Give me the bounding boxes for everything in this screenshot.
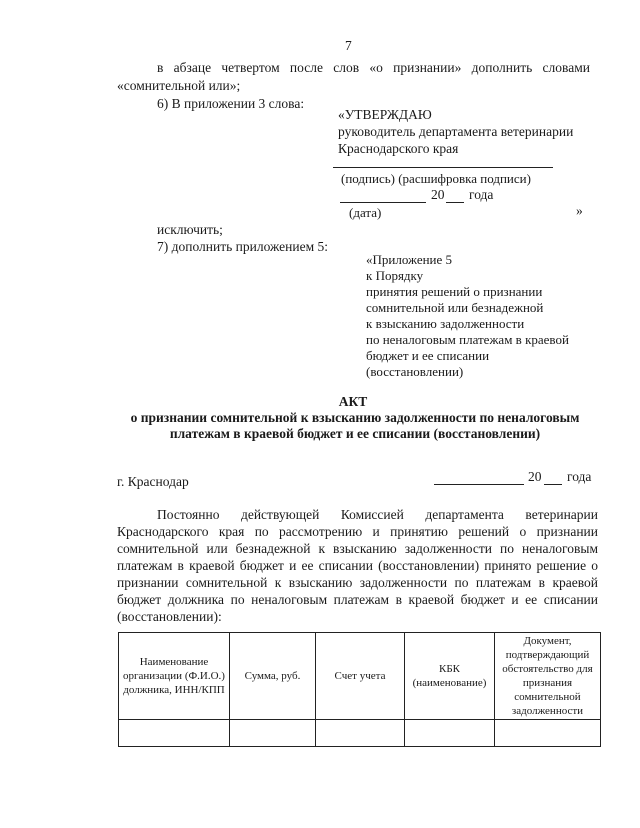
appendix-line: к взысканию задолженности [366, 316, 525, 331]
header-document: Документ, подтверждающий обстоятельство для признания сомнительной задолженности [495, 633, 601, 720]
header-amount: Сумма, руб. [230, 633, 316, 720]
body-line: признании сомнительной к взысканию задолженности по платежам в краевой [117, 575, 598, 590]
body-line: Краснодарского края по рассмотрению и принятию решений о признании [117, 524, 598, 539]
appendix-line: принятия решений о признании [366, 284, 543, 299]
appendix-line: (восстановлении) [366, 364, 464, 379]
appendix-line: к Порядку [366, 268, 424, 283]
body-line: платежам в краевой бюджет и ее списании (восстановлении) принято решение о [117, 558, 598, 573]
debt-table [118, 632, 601, 747]
place-text: г. Краснодар [117, 474, 189, 489]
amend-line-1: в абзаце четвертом после слов «о признании» дополнить словами [157, 60, 590, 75]
closing-quote: » [576, 203, 583, 218]
approval-position-2: Краснодарского края [338, 141, 459, 156]
approval-year-suffix: года [469, 187, 494, 202]
approval-year-prefix: 20 [431, 187, 445, 202]
date-year-line [446, 202, 464, 203]
act-year-prefix: 20 [528, 469, 542, 484]
table-cell [495, 720, 601, 747]
table-cell [405, 720, 495, 747]
page-number: 7 [345, 38, 352, 53]
act-date-line [434, 484, 524, 485]
table-header-row [119, 633, 601, 720]
body-line: сомнительной или безнадежной к взысканию задолженности по неналоговым [117, 541, 598, 556]
body-line: Постоянно действующей Комиссией департамента ветеринарии [157, 507, 598, 522]
item-6: 6) В приложении 3 слова: [157, 96, 305, 111]
header-account: Счет учета [316, 633, 405, 720]
appendix-line: «Приложение 5 [366, 252, 453, 267]
amend-line-2: «сомнительной или»; [117, 78, 241, 93]
body-line: бюджет должника по неналоговым платежам в краевой бюджет и ее списании [117, 592, 598, 607]
table-row [119, 720, 601, 747]
appendix-line: сомнительной или безнадежной [366, 300, 544, 315]
table-cell [230, 720, 316, 747]
body-last-line: (восстановлении): [117, 609, 222, 624]
appendix-line: по неналоговым платежам в краевой [366, 332, 569, 347]
approval-position-1: руководитель департамента ветеринарии [338, 124, 574, 139]
header-debtor: Наименование организации (Ф.И.О.) должника, ИНН/КПП [119, 633, 230, 720]
signature-caption: (подпись) (расшифровка подписи) [341, 171, 531, 186]
date-caption: (дата) [349, 205, 382, 220]
table-cell [316, 720, 405, 747]
act-year-suffix: года [567, 469, 592, 484]
act-subtitle-1: о признании сомнительной к взысканию задолженности по неналоговым [130, 410, 580, 425]
act-title: АКТ [338, 394, 368, 409]
exclude-text: исключить; [157, 222, 223, 237]
table-cell [119, 720, 230, 747]
item-7: 7) дополнить приложением 5: [157, 239, 329, 254]
act-year-line [544, 484, 562, 485]
act-subtitle-2: платежам в краевой бюджет и ее списании (восстановлении) [169, 426, 541, 441]
signature-line [333, 167, 553, 168]
date-day-line [340, 202, 426, 203]
appendix-line: бюджет и ее списании [366, 348, 490, 363]
approval-title: «УТВЕРЖДАЮ [338, 107, 432, 122]
header-kbk: КБК (наименование) [405, 633, 495, 720]
